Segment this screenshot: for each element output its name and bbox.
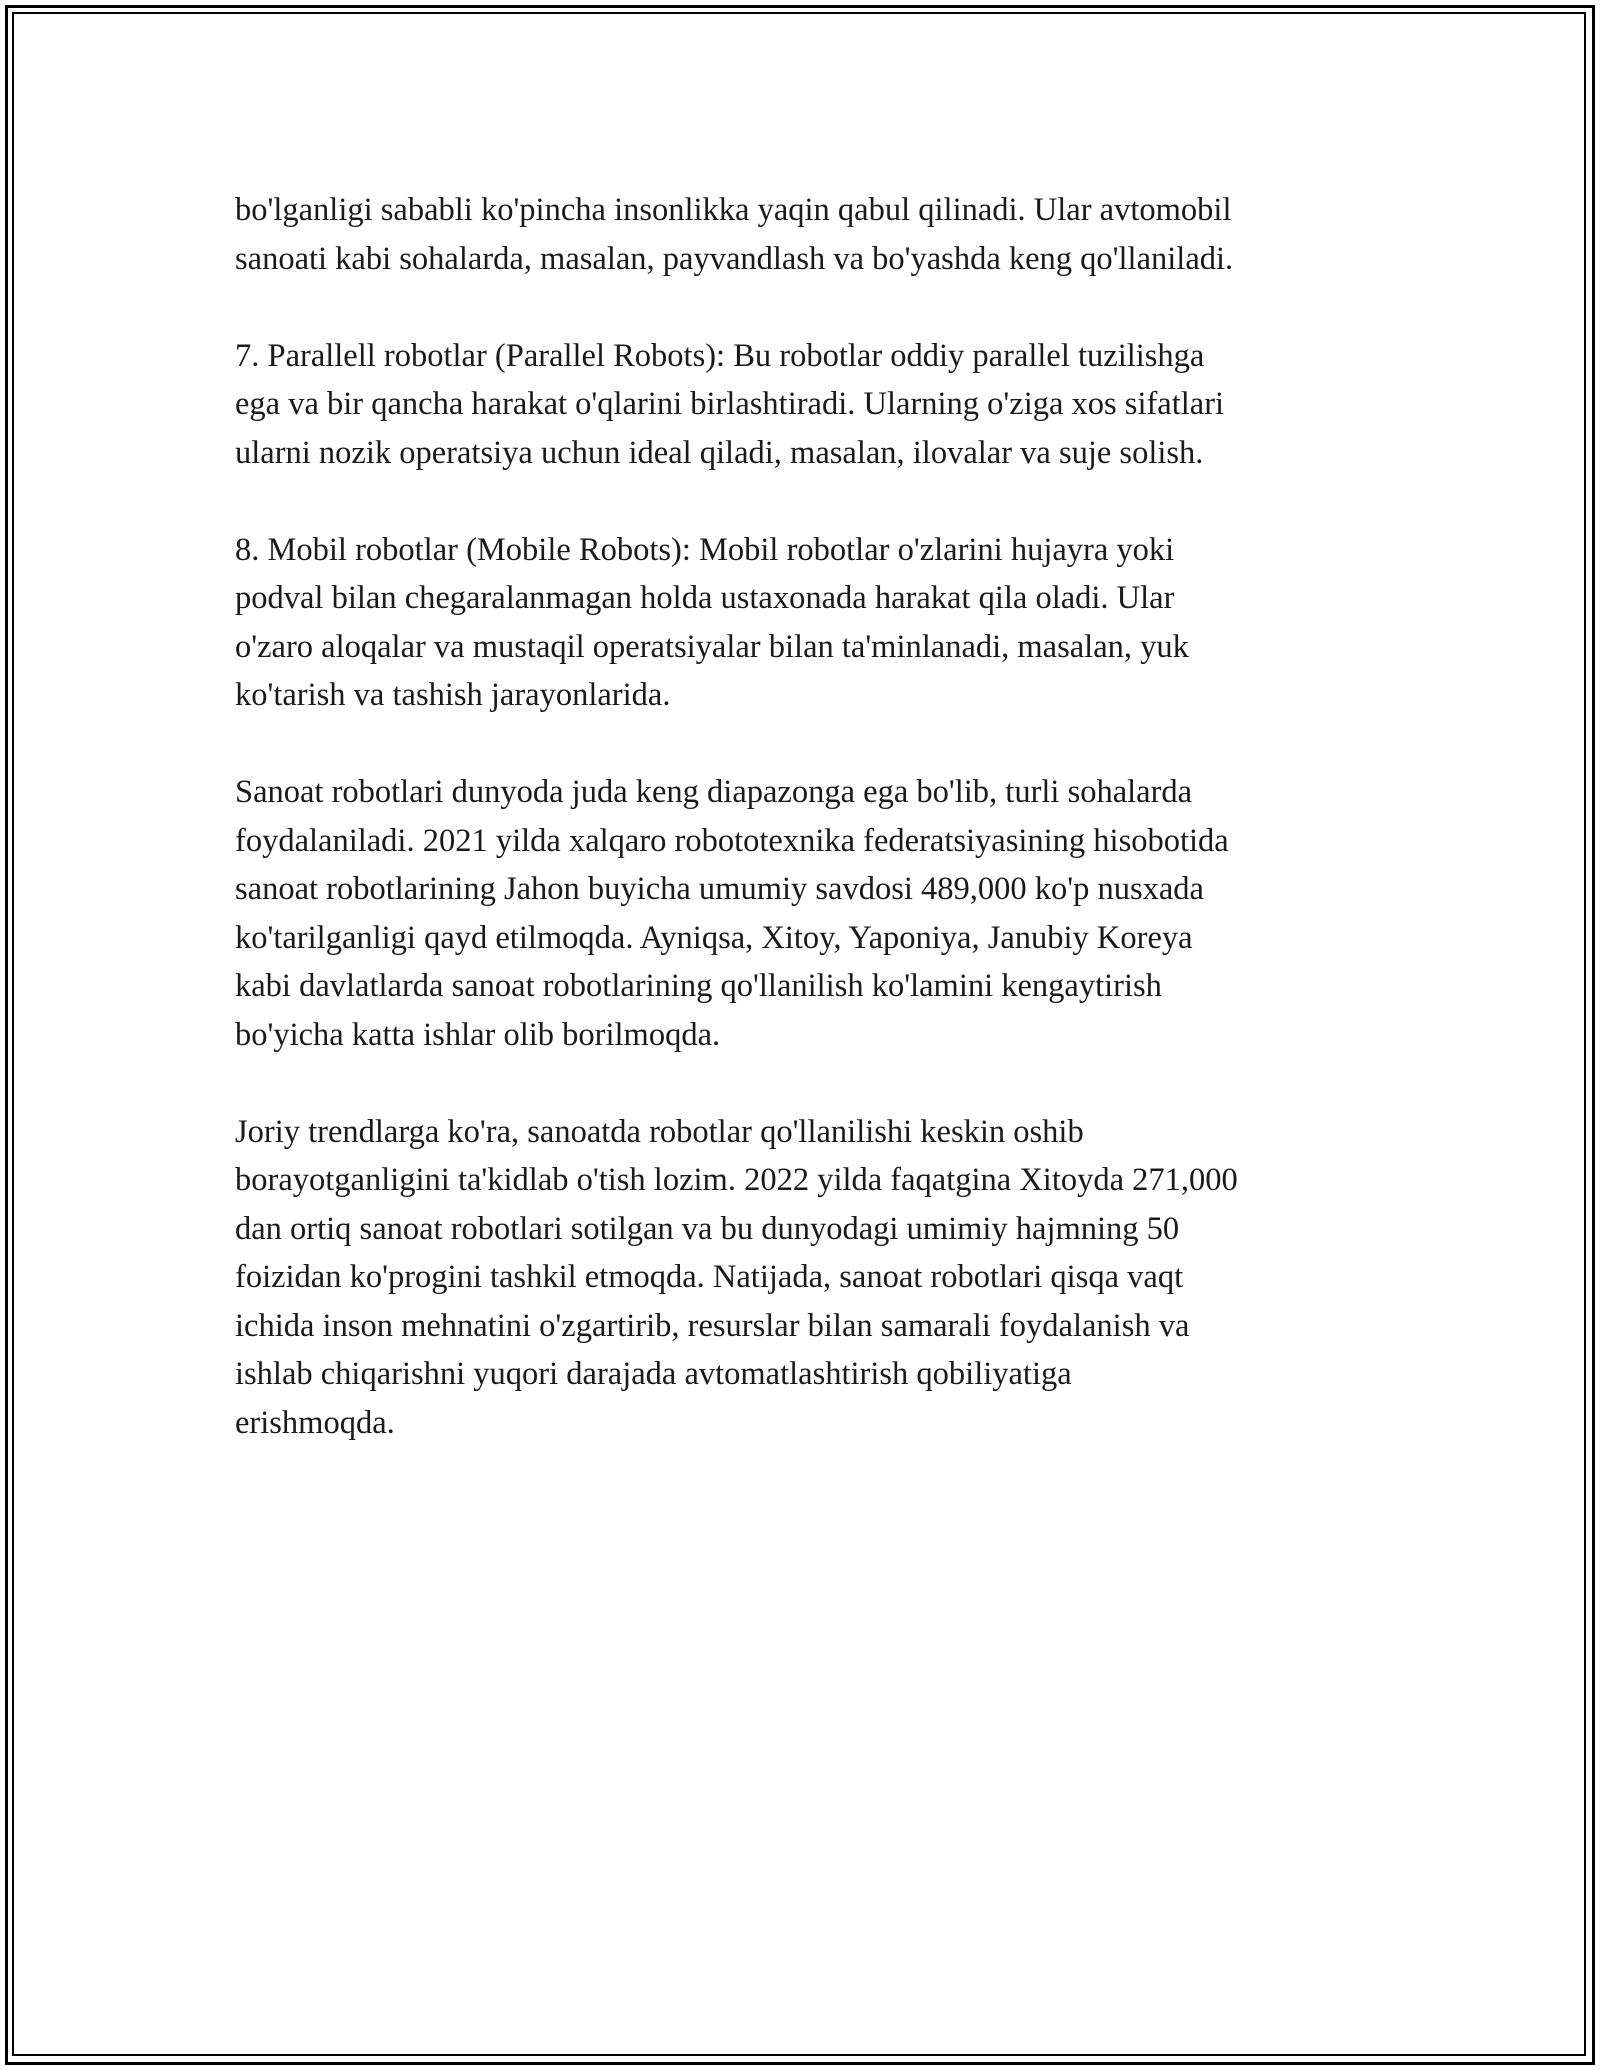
paragraph-current-trends: Joriy trendlarga ko'ra, sanoatda robotlar qo'llanilishi keskin oshib borayotganligini ta'kidlab o'tish lozim. 2022 yilda faqatgina Xitoyda 271,000 dan ortiq sanoat robotlari sotilgan va bu dunyodagi umimiy hajmning 50 foizidan ko'progini tashkil etmoqda. Natijada, sanoat robotlari qisqa vaqt ichida inson mehnatini o'zgartirib, resurslar bilan samarali foydalanish va ishlab chiqarishni yuqori darajada avtomatlashtirish qobiliyatiga erishmoqda.: [235, 1113, 1238, 1441]
paragraph-mobile-robots: 8. Mobil robotlar (Mobile Robots): Mobil robotlar o'zlarini hujayra yoki podval bilan chegaralanmagan holda ustaxonada harakat qila oladi. Ular o'zaro aloqalar va mustaqil operatsiyalar bilan ta'minlanadi, masalan, yuk ko'tarish va tashish jarayonlarida.: [235, 531, 1189, 713]
paragraph-continuation: bo'lganligi sababli ko'pincha insonlikka yaqin qabul qilinadi. Ular avtomobil sanoati kabi sohalarda, masalan, payvandlash va bo'yashda keng qo'llaniladi.: [235, 192, 1234, 277]
paragraph-parallel-robots: 7. Parallell robotlar (Parallel Robots): Bu robotlar oddiy parallel tuzilishga ega va bir qancha harakat o'qlarini birlashtiradi. Ularning o'ziga xos sifatlari ularni nozik operatsiya uchun ideal qiladi, masalan, ilovalar va suje solish.: [235, 337, 1225, 471]
paragraph-world-statistics: Sanoat robotlari dunyoda juda keng diapazonga ega bo'lib, turli sohalarda foydalaniladi. 2021 yilda xalqaro robototexnika federatsiyasining hisobotida sanoat robotlarining Jahon buyicha umumiy savdosi 489,000 ko'p nusxada ko'tarilganligi qayd etilmoqda. Ayniqsa, Xitoy, Yaponiya, Janubiy Koreya kabi davlatlarda sanoat robotlarining qo'llanilish ko'lamini kengaytirish bo'yicha katta ishlar olib borilmoqda.: [235, 774, 1229, 1053]
document-body: [235, 186, 1385, 1447]
